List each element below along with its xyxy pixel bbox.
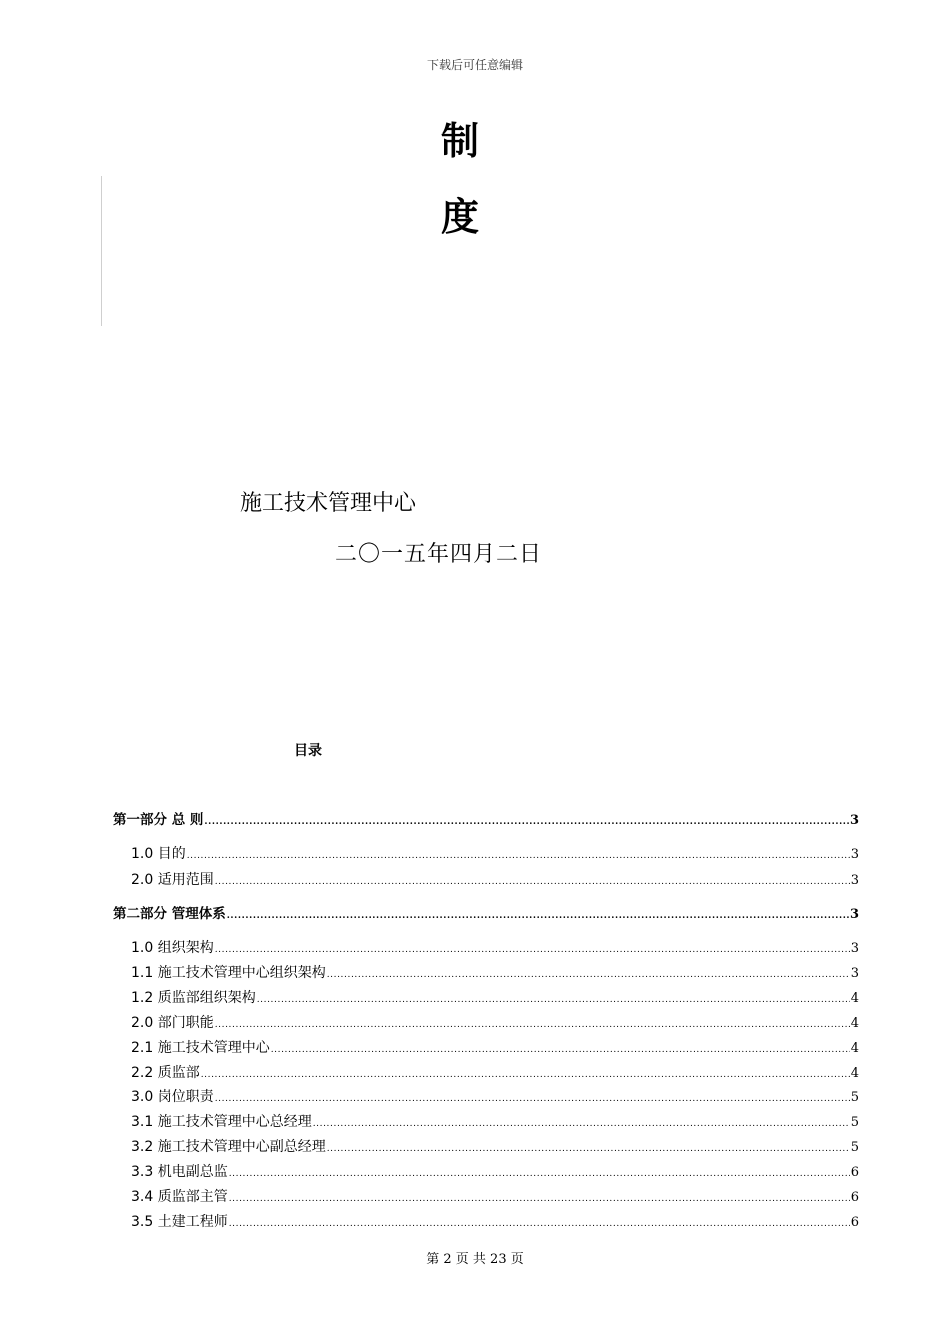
- toc-dot-leader: [215, 1014, 850, 1034]
- toc-dot-leader: [229, 1188, 850, 1208]
- toc-entry-label: 第一部分 总 则: [113, 812, 204, 828]
- toc-entry[interactable]: [131, 1138, 859, 1158]
- toc-entry-label: 2.0 适用范围: [131, 872, 214, 888]
- toc-entry-page: 3: [850, 847, 859, 862]
- toc-entry[interactable]: [131, 845, 859, 865]
- toc-entry-page: 3: [850, 873, 859, 888]
- toc-section-entry[interactable]: [113, 811, 859, 831]
- toc-entry[interactable]: [131, 1064, 859, 1084]
- toc-entry-page: 3: [850, 966, 859, 981]
- toc-entry[interactable]: [131, 1113, 859, 1133]
- toc-entry[interactable]: [131, 1213, 859, 1233]
- toc-entry-page: 4: [850, 1066, 859, 1081]
- toc-entry[interactable]: [131, 1014, 859, 1034]
- toc-dot-leader: [187, 845, 850, 865]
- toc-entry-label: 2.0 部门职能: [131, 1015, 214, 1031]
- cover-title-char-2: 度: [440, 195, 479, 239]
- toc-dot-leader: [327, 964, 850, 984]
- toc-dot-leader: [271, 1039, 850, 1059]
- toc-entry-label: 3.3 机电副总监: [131, 1164, 228, 1180]
- toc-dot-leader: [204, 811, 849, 831]
- toc-dot-leader: [313, 1113, 850, 1133]
- toc-dot-leader: [215, 939, 850, 959]
- toc-title: 目录: [294, 743, 322, 759]
- toc-entry[interactable]: [131, 939, 859, 959]
- toc-entry-label: 1.1 施工技术管理中心组织架构: [131, 965, 326, 981]
- toc-entry-label: 3.2 施工技术管理中心副总经理: [131, 1139, 326, 1155]
- toc-entry-page: 4: [850, 991, 859, 1006]
- toc-entry-page: 6: [850, 1190, 859, 1205]
- toc-entry[interactable]: [131, 1188, 859, 1208]
- toc-entry-label: 3.0 岗位职责: [131, 1089, 214, 1105]
- toc-dot-leader: [201, 1064, 850, 1084]
- toc-dot-leader: [215, 1088, 850, 1108]
- toc-entry[interactable]: [131, 989, 859, 1009]
- toc-entry-label: 2.1 施工技术管理中心: [131, 1040, 270, 1056]
- toc-dot-leader: [227, 905, 849, 925]
- toc-entry-label: 第二部分 管理体系: [113, 906, 226, 922]
- margin-divider: [101, 176, 102, 326]
- toc-dot-leader: [229, 1163, 850, 1183]
- toc-dot-leader: [229, 1213, 850, 1233]
- toc-dot-leader: [257, 989, 850, 1009]
- toc-entry-page: 4: [850, 1016, 859, 1031]
- document-date: 二〇一五年四月二日: [335, 542, 543, 567]
- toc-entry[interactable]: [131, 1039, 859, 1059]
- toc-dot-leader: [215, 871, 850, 891]
- cover-title-char-1: 制: [440, 119, 479, 163]
- toc-entry-page: 6: [850, 1165, 859, 1180]
- toc-entry-page: 6: [850, 1215, 859, 1230]
- toc-entry-page: 3: [849, 813, 859, 828]
- organization-name: 施工技术管理中心: [240, 491, 417, 516]
- toc-entry-label: 1.0 目的: [131, 846, 186, 862]
- toc-entry-page: 5: [850, 1140, 859, 1155]
- toc-entry[interactable]: [131, 871, 859, 891]
- toc-entry-page: 4: [850, 1041, 859, 1056]
- toc-section-entry[interactable]: [113, 905, 859, 925]
- toc-entry[interactable]: [131, 1088, 859, 1108]
- toc-entry-label: 2.2 质监部: [131, 1065, 200, 1081]
- toc-entry-page: 3: [849, 907, 859, 922]
- page-header: 下载后可任意编辑: [426, 58, 523, 72]
- toc-entry-page: 3: [850, 941, 859, 956]
- toc-entry-label: 1.0 组织架构: [131, 940, 214, 956]
- toc-entry-page: 5: [850, 1115, 859, 1130]
- toc-entry[interactable]: [131, 1163, 859, 1183]
- toc-entry-label: 3.5 土建工程师: [131, 1214, 228, 1230]
- toc-entry[interactable]: [131, 964, 859, 984]
- toc-entry-label: 1.2 质监部组织架构: [131, 990, 256, 1006]
- toc-entry-page: 5: [850, 1090, 859, 1105]
- page-footer: 第 2 页 共 23 页: [426, 1252, 524, 1267]
- toc-entry-label: 3.4 质监部主管: [131, 1189, 228, 1205]
- toc-entry-label: 3.1 施工技术管理中心总经理: [131, 1114, 312, 1130]
- toc-dot-leader: [327, 1138, 850, 1158]
